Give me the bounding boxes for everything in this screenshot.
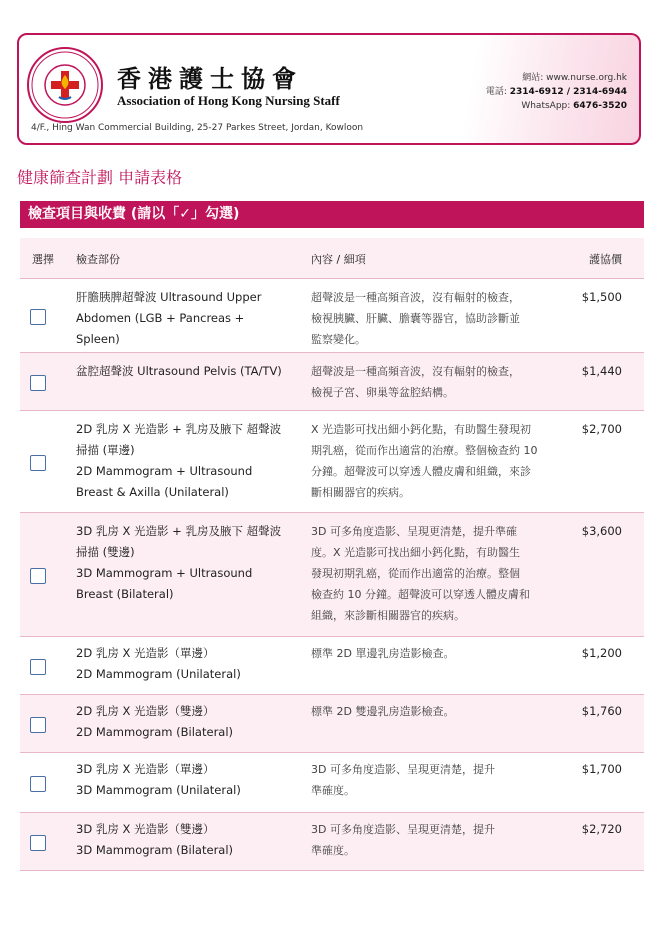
- price-cell: $1,760: [581, 704, 622, 718]
- item-name-line: 3D 乳房 X 光造影（雙邊）: [76, 822, 215, 836]
- item-name-cell: [76, 819, 301, 861]
- select-checkbox[interactable]: [30, 309, 46, 325]
- description-line: 3D 可多角度造影、呈現更清楚，提升: [311, 823, 495, 836]
- section-title: 檢查項目與收費 (請以「✓」勾選): [20, 201, 644, 228]
- description-line: 標準 2D 單邊乳房造影檢查。: [311, 647, 455, 660]
- table-row: [20, 753, 644, 813]
- org-name-chinese: 香港護士協會: [117, 64, 303, 93]
- item-name-line: 3D 乳房 X 光造影 + 乳房及腋下 超聲波: [76, 524, 282, 538]
- select-checkbox[interactable]: [30, 455, 46, 471]
- item-name-line: Spleen): [76, 332, 120, 346]
- description-line: 斷相關器官的疾病。: [311, 486, 410, 499]
- description-line: 檢視子宮、卵巢等盆腔結構。: [311, 386, 454, 399]
- item-name-line: Abdomen (LGB + Pancreas +: [76, 311, 245, 325]
- table-row: [20, 637, 644, 695]
- description-cell: [311, 759, 566, 801]
- item-name-line: 2D 乳房 X 光造影（雙邊）: [76, 704, 215, 718]
- column-header-price: 護協價: [589, 253, 622, 266]
- select-checkbox[interactable]: [30, 375, 46, 391]
- table-row: [20, 513, 644, 637]
- contact-block: [486, 71, 627, 113]
- price-cell: $1,500: [581, 290, 622, 304]
- item-name-cell: [76, 361, 301, 382]
- item-name-cell: [76, 521, 301, 605]
- price-cell: $1,700: [581, 762, 622, 776]
- item-name-line: 3D Mammogram + Ultrasound: [76, 566, 253, 580]
- whatsapp-label: WhatsApp:: [521, 101, 571, 111]
- item-name-line: Breast & Axilla (Unilateral): [76, 485, 229, 499]
- whatsapp-line: [486, 99, 627, 113]
- column-header-desc: 內容 / 細項: [311, 253, 366, 266]
- item-name-cell: [76, 759, 301, 801]
- select-checkbox[interactable]: [30, 835, 46, 851]
- logo-emblem-icon: [29, 49, 101, 121]
- description-line: 3D 可多角度造影、呈現更清楚，提升準確: [311, 525, 517, 538]
- price-cell: $2,720: [581, 822, 622, 836]
- description-line: 3D 可多角度造影、呈現更清楚，提升: [311, 763, 495, 776]
- description-line: 檢查約 10 分鐘。超聲波可以穿透人體皮膚和: [311, 588, 530, 601]
- header-card: [17, 33, 641, 145]
- description-line: 期乳癌，從而作出適當的治療。整個檢查約 10: [311, 444, 538, 457]
- select-checkbox[interactable]: [30, 717, 46, 733]
- description-line: 超聲波是一種高頻音波，沒有輻射的檢查，: [311, 291, 520, 304]
- org-name-english: Association of Hong Kong Nursing Staff: [117, 93, 340, 108]
- description-cell: [311, 361, 566, 403]
- description-cell: [311, 521, 566, 626]
- item-name-line: 盆腔超聲波 Ultrasound Pelvis (TA/TV): [76, 364, 282, 378]
- item-name-line: Breast (Bilateral): [76, 587, 174, 601]
- item-name-cell: [76, 419, 301, 503]
- description-line: 準確度。: [311, 844, 355, 857]
- description-cell: [311, 643, 566, 664]
- description-line: 準確度。: [311, 784, 355, 797]
- price-cell: $3,600: [581, 524, 622, 538]
- website-text: 網站: www.nurse.org.hk: [522, 73, 627, 83]
- table-body: [20, 279, 644, 871]
- item-name-line: 掃描 (雙邊): [76, 545, 135, 559]
- table-row: [20, 353, 644, 411]
- description-line: 超聲波是一種高頻音波，沒有輻射的檢查，: [311, 365, 520, 378]
- whatsapp-number: 6476-3520: [573, 101, 627, 111]
- description-line: 分鐘。超聲波可以穿透人體皮膚和組織，來診: [311, 465, 531, 478]
- item-name-line: 2D Mammogram (Unilateral): [76, 667, 241, 681]
- item-name-line: 3D 乳房 X 光造影（單邊）: [76, 762, 215, 776]
- select-checkbox[interactable]: [30, 776, 46, 792]
- description-line: 標準 2D 雙邊乳房造影檢查。: [311, 705, 455, 718]
- description-cell: [311, 701, 566, 722]
- description-line: 度。X 光造影可找出細小鈣化點，有助醫生: [311, 546, 521, 559]
- table-row: [20, 695, 644, 753]
- org-address: 4/F., Hing Wan Commercial Building, 25-27 Parkes Street, Jordan, Kowloon: [31, 123, 364, 133]
- page-title: 健康篩查計劃 申請表格: [17, 168, 183, 187]
- description-line: 檢視胰臟、肝臟、膽囊等器官，協助診斷並: [311, 312, 520, 325]
- item-name-line: 掃描 (單邊): [76, 443, 135, 457]
- table-row: [20, 279, 644, 353]
- phone-number: 2314-6912 / 2314-6944: [509, 87, 627, 97]
- pricing-table: [20, 238, 644, 871]
- association-seal-logo: [27, 47, 103, 123]
- price-cell: $2,700: [581, 422, 622, 436]
- item-name-line: 2D 乳房 X 光造影 + 乳房及腋下 超聲波: [76, 422, 282, 436]
- select-checkbox[interactable]: [30, 659, 46, 675]
- item-name-line: 3D Mammogram (Bilateral): [76, 843, 234, 857]
- description-line: 監察變化。: [311, 333, 366, 346]
- item-name-line: 2D Mammogram (Bilateral): [76, 725, 234, 739]
- description-cell: [311, 819, 566, 861]
- item-name-line: 3D Mammogram (Unilateral): [76, 783, 241, 797]
- price-cell: $1,200: [581, 646, 622, 660]
- description-cell: [311, 287, 566, 350]
- item-name-line: 肝膽胰脾超聲波 Ultrasound Upper: [76, 290, 262, 304]
- column-header-item: 檢查部份: [76, 253, 120, 266]
- item-name-cell: [76, 643, 301, 685]
- item-name-line: 2D Mammogram + Ultrasound: [76, 464, 253, 478]
- item-name-cell: [76, 701, 301, 743]
- phone-label: 電話:: [485, 87, 507, 97]
- column-header-select: 選擇: [32, 253, 54, 266]
- item-name-cell: [76, 287, 301, 350]
- item-name-line: 2D 乳房 X 光造影（單邊）: [76, 646, 215, 660]
- description-cell: [311, 419, 566, 503]
- select-checkbox[interactable]: [30, 568, 46, 584]
- table-row: [20, 813, 644, 871]
- phone-line: [486, 85, 627, 99]
- description-line: X 光造影可找出細小鈣化點，有助醫生發現初: [311, 423, 532, 436]
- table-header: [20, 238, 644, 279]
- table-row: [20, 411, 644, 513]
- description-line: 組織，來診斷相關器官的疾病。: [311, 609, 465, 622]
- description-line: 發現初期乳癌，從而作出適當的治療。整個: [311, 567, 520, 580]
- price-cell: $1,440: [581, 364, 622, 378]
